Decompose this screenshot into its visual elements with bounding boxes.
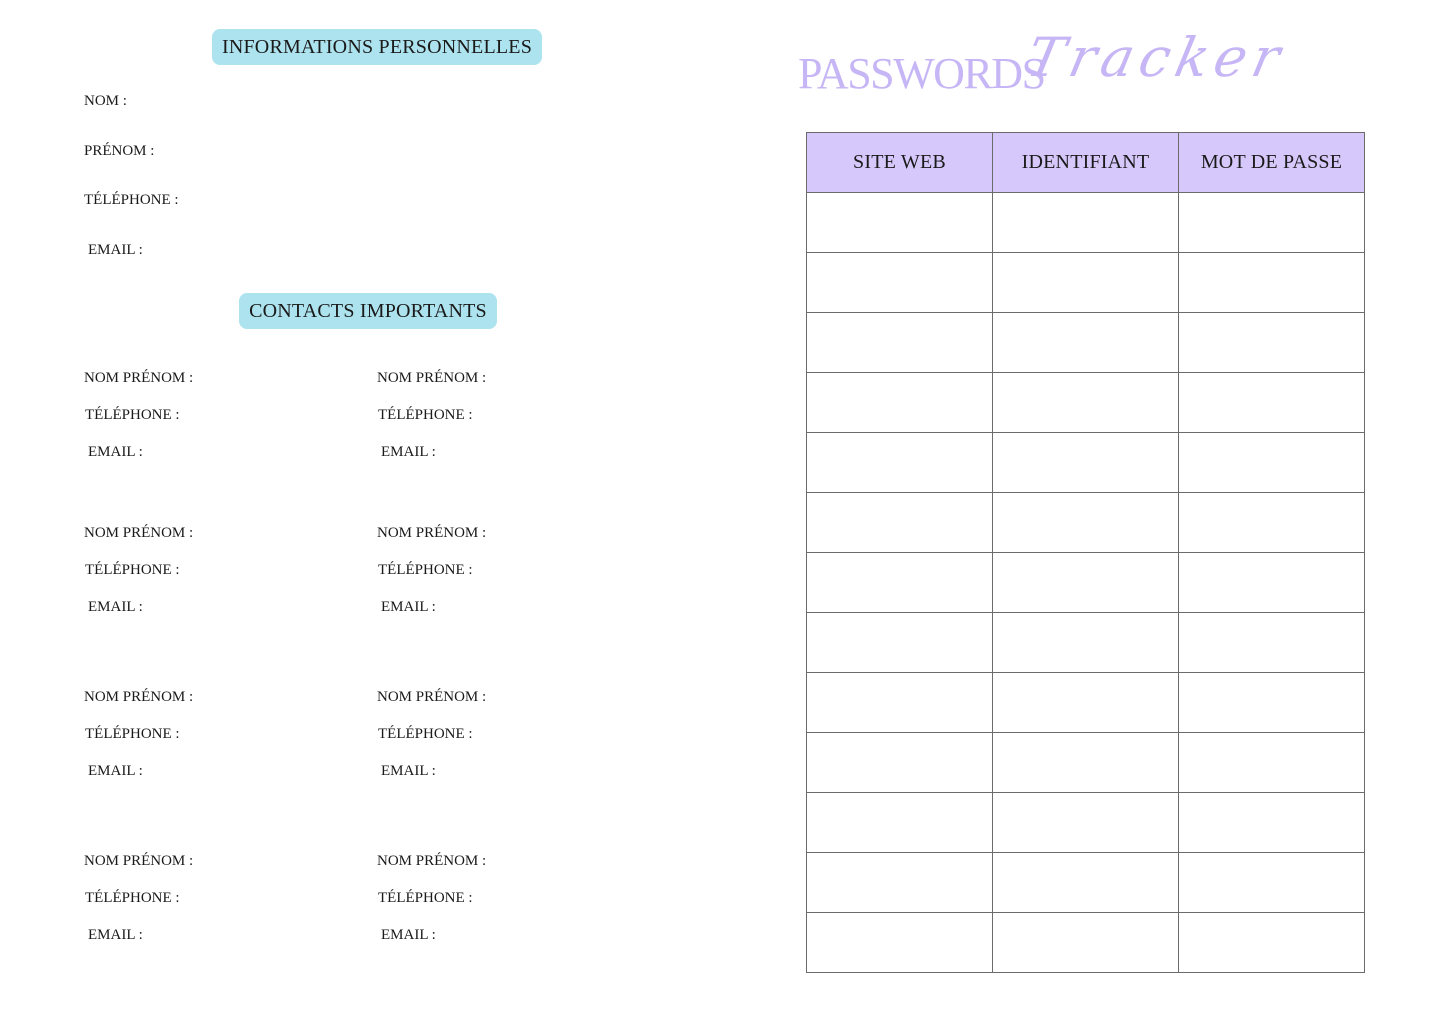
- table-row: [807, 853, 1365, 913]
- column-header-identifiant: IDENTIFIANT: [993, 133, 1179, 193]
- contact-telephone-label: TÉLÉPHONE :: [378, 562, 473, 578]
- identifiant-cell[interactable]: [993, 793, 1179, 853]
- mot-de-passe-cell[interactable]: [1179, 793, 1365, 853]
- column-header-site-web: SITE WEB: [807, 133, 993, 193]
- site-web-cell[interactable]: [807, 673, 993, 733]
- column-header-mot-de-passe: MOT DE PASSE: [1179, 133, 1365, 193]
- contact-email-label: EMAIL :: [88, 763, 143, 779]
- identifiant-cell[interactable]: [993, 553, 1179, 613]
- site-web-cell[interactable]: [807, 913, 993, 973]
- table-row: [807, 493, 1365, 553]
- identifiant-cell[interactable]: [993, 373, 1179, 433]
- mot-de-passe-cell[interactable]: [1179, 913, 1365, 973]
- password-table-header: [807, 133, 1365, 193]
- contact-email-label: EMAIL :: [88, 444, 143, 460]
- table-row: [807, 733, 1365, 793]
- table-row: [807, 673, 1365, 733]
- contact-email-label: EMAIL :: [88, 927, 143, 943]
- identifiant-cell[interactable]: [993, 313, 1179, 373]
- mot-de-passe-cell[interactable]: [1179, 253, 1365, 313]
- contact-email-label: EMAIL :: [381, 763, 436, 779]
- site-web-cell[interactable]: [807, 733, 993, 793]
- contact-telephone-label: TÉLÉPHONE :: [85, 407, 180, 423]
- contact-nom-prenom-label: NOM PRÉNOM :: [377, 525, 487, 541]
- contact-nom-prenom-label: NOM PRÉNOM :: [84, 370, 194, 386]
- mot-de-passe-cell[interactable]: [1179, 433, 1365, 493]
- identifiant-cell[interactable]: [993, 193, 1179, 253]
- mot-de-passe-cell[interactable]: [1179, 313, 1365, 373]
- site-web-cell[interactable]: [807, 253, 993, 313]
- identifiant-cell[interactable]: [993, 913, 1179, 973]
- telephone-label: TÉLÉPHONE :: [84, 192, 179, 208]
- contact-nom-prenom-label: NOM PRÉNOM :: [377, 370, 487, 386]
- site-web-cell[interactable]: [807, 373, 993, 433]
- site-web-cell[interactable]: [807, 313, 993, 373]
- site-web-cell[interactable]: [807, 853, 993, 913]
- identifiant-cell[interactable]: [993, 853, 1179, 913]
- contact-email-label: EMAIL :: [381, 927, 436, 943]
- site-web-cell[interactable]: [807, 793, 993, 853]
- table-row: [807, 193, 1365, 253]
- identifiant-cell[interactable]: [993, 733, 1179, 793]
- contact-email-label: EMAIL :: [88, 599, 143, 615]
- tracker-title-script: Tracker: [1021, 26, 1292, 89]
- contact-telephone-label: TÉLÉPHONE :: [85, 726, 180, 742]
- contact-telephone-label: TÉLÉPHONE :: [85, 890, 180, 906]
- contact-nom-prenom-label: NOM PRÉNOM :: [84, 525, 194, 541]
- site-web-cell[interactable]: [807, 193, 993, 253]
- password-table-body: [807, 193, 1365, 973]
- mot-de-passe-cell[interactable]: [1179, 193, 1365, 253]
- identifiant-cell[interactable]: [993, 673, 1179, 733]
- identifiant-cell[interactable]: [993, 253, 1179, 313]
- table-row: [807, 313, 1365, 373]
- contact-telephone-label: TÉLÉPHONE :: [85, 562, 180, 578]
- contact-nom-prenom-label: NOM PRÉNOM :: [84, 689, 194, 705]
- mot-de-passe-cell[interactable]: [1179, 553, 1365, 613]
- identifiant-cell[interactable]: [993, 493, 1179, 553]
- table-row: [807, 613, 1365, 673]
- site-web-cell[interactable]: [807, 553, 993, 613]
- mot-de-passe-cell[interactable]: [1179, 673, 1365, 733]
- contact-nom-prenom-label: NOM PRÉNOM :: [377, 853, 487, 869]
- table-row: [807, 793, 1365, 853]
- table-row: [807, 373, 1365, 433]
- contact-telephone-label: TÉLÉPHONE :: [378, 890, 473, 906]
- table-row: [807, 913, 1365, 973]
- site-web-cell[interactable]: [807, 613, 993, 673]
- contact-telephone-label: TÉLÉPHONE :: [378, 407, 473, 423]
- mot-de-passe-cell[interactable]: [1179, 733, 1365, 793]
- identifiant-cell[interactable]: [993, 613, 1179, 673]
- site-web-cell[interactable]: [807, 433, 993, 493]
- site-web-cell[interactable]: [807, 493, 993, 553]
- contact-nom-prenom-label: NOM PRÉNOM :: [84, 853, 194, 869]
- contacts-heading: CONTACTS IMPORTANTS: [239, 293, 497, 329]
- mot-de-passe-cell[interactable]: [1179, 373, 1365, 433]
- personal-info-heading: INFORMATIONS PERSONNELLES: [212, 29, 542, 65]
- mot-de-passe-cell[interactable]: [1179, 493, 1365, 553]
- identifiant-cell[interactable]: [993, 433, 1179, 493]
- contact-email-label: EMAIL :: [381, 444, 436, 460]
- table-row: [807, 553, 1365, 613]
- tracker-title-main: PASSWORDS: [798, 49, 1045, 98]
- prenom-label: PRÉNOM :: [84, 143, 155, 159]
- nom-label: NOM :: [84, 93, 127, 109]
- table-row: [807, 433, 1365, 493]
- mot-de-passe-cell[interactable]: [1179, 853, 1365, 913]
- tracker-title: [796, 26, 1292, 108]
- contact-nom-prenom-label: NOM PRÉNOM :: [377, 689, 487, 705]
- email-label: EMAIL :: [88, 242, 143, 258]
- contact-telephone-label: TÉLÉPHONE :: [378, 726, 473, 742]
- password-table: [806, 132, 1365, 973]
- contact-email-label: EMAIL :: [381, 599, 436, 615]
- mot-de-passe-cell[interactable]: [1179, 613, 1365, 673]
- table-row: [807, 253, 1365, 313]
